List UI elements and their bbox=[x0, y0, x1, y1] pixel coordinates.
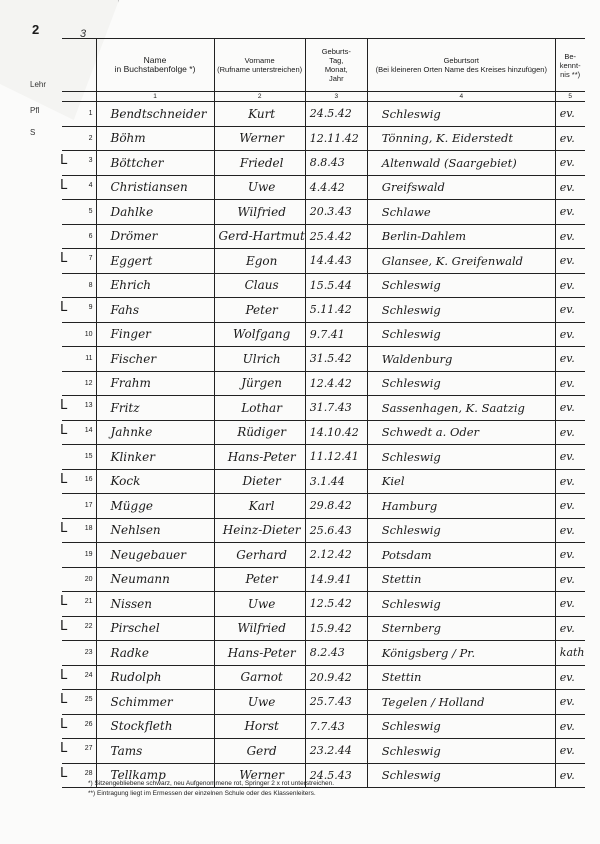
row-number bbox=[62, 151, 96, 176]
table-row bbox=[62, 739, 585, 764]
row-number-label: 4 bbox=[88, 181, 93, 189]
row-number-label: 16 bbox=[84, 475, 93, 483]
table-row bbox=[62, 518, 585, 543]
row-number bbox=[62, 543, 96, 568]
first-name-cell: Uwe bbox=[214, 175, 305, 200]
birth-date-cell: 14.9.41 bbox=[305, 567, 367, 592]
row-number bbox=[62, 175, 96, 200]
birth-date-cell: 31.7.43 bbox=[305, 396, 367, 421]
birth-date-cell: 8.8.43 bbox=[305, 151, 367, 176]
first-name-cell: Uwe bbox=[214, 690, 305, 715]
row-number-label: 3 bbox=[88, 157, 93, 165]
surname-cell: Nehlsen bbox=[96, 518, 214, 543]
table-row bbox=[62, 592, 585, 617]
table-row bbox=[62, 347, 585, 372]
row-number bbox=[62, 322, 96, 347]
row-number bbox=[62, 567, 96, 592]
birth-date-cell: 25.7.43 bbox=[305, 690, 367, 715]
first-name-cell: Kurt bbox=[214, 102, 305, 127]
confession-cell: ev. bbox=[555, 347, 584, 372]
transfer-mark: L bbox=[60, 153, 68, 169]
row-number-label: 11 bbox=[85, 355, 93, 363]
first-name-cell: Karl bbox=[214, 494, 305, 519]
column-number: 2 bbox=[214, 92, 305, 102]
row-number bbox=[62, 420, 96, 445]
first-name-cell: Peter bbox=[214, 567, 305, 592]
table-row bbox=[62, 665, 585, 690]
pupil-register-table bbox=[62, 38, 585, 788]
row-number-label: 27 bbox=[84, 745, 93, 753]
birth-place-cell: Glansee, K. Greifenwald bbox=[367, 249, 555, 274]
row-number-label: 25 bbox=[84, 696, 93, 704]
confession-cell: ev. bbox=[555, 763, 584, 788]
header-row bbox=[62, 39, 585, 92]
table-row bbox=[62, 714, 585, 739]
confession-cell: ev. bbox=[555, 224, 584, 249]
birth-place-cell: Schleswig bbox=[367, 592, 555, 617]
first-name-cell: Wilfried bbox=[214, 200, 305, 225]
birth-place-cell: Greifswald bbox=[367, 175, 555, 200]
birth-date-cell: 25.4.42 bbox=[305, 224, 367, 249]
birth-date-cell: 20.9.42 bbox=[305, 665, 367, 690]
row-number-label: 20 bbox=[84, 575, 93, 583]
side-label-pfl: Pfl bbox=[30, 106, 40, 115]
birth-date-cell: 24.5.42 bbox=[305, 102, 367, 127]
row-number-label: 28 bbox=[84, 769, 93, 777]
table-row bbox=[62, 641, 585, 666]
row-number bbox=[62, 396, 96, 421]
confession-cell: ev. bbox=[555, 567, 584, 592]
surname-cell: Radke bbox=[96, 641, 214, 666]
confession-cell: ev. bbox=[555, 126, 584, 151]
confession-cell: ev. bbox=[555, 371, 584, 396]
row-number-label: 5 bbox=[88, 208, 93, 216]
row-number-label: 14 bbox=[84, 426, 93, 434]
birth-place-cell: Schleswig bbox=[367, 298, 555, 323]
row-number-label: 24 bbox=[84, 671, 93, 679]
side-label-s: S bbox=[30, 128, 36, 137]
row-number bbox=[62, 616, 96, 641]
row-number-label: 9 bbox=[88, 304, 93, 312]
row-number-label: 22 bbox=[84, 622, 93, 630]
birth-date-cell: 15.5.44 bbox=[305, 273, 367, 298]
birth-date-cell: 15.9.42 bbox=[305, 616, 367, 641]
transfer-mark: L bbox=[60, 398, 68, 414]
birth-date-cell: 11.12.41 bbox=[305, 445, 367, 470]
surname-cell: Bendtschneider bbox=[96, 102, 214, 127]
birth-place-cell: Schlawe bbox=[367, 200, 555, 225]
confession-cell: ev. bbox=[555, 322, 584, 347]
row-number-label: 21 bbox=[84, 598, 93, 606]
surname-cell: Mügge bbox=[96, 494, 214, 519]
birth-place-cell: Schleswig bbox=[367, 739, 555, 764]
first-name-cell: Heinz-Dieter bbox=[214, 518, 305, 543]
birth-place-cell: Schwedt a. Oder bbox=[367, 420, 555, 445]
first-name-cell: Gerd bbox=[214, 739, 305, 764]
surname-cell: Tellkamp bbox=[96, 763, 214, 788]
birth-place-cell: Potsdam bbox=[367, 543, 555, 568]
row-number bbox=[62, 126, 96, 151]
table-row bbox=[62, 690, 585, 715]
header-geburtsort: Geburtsort (Bei kleineren Orten Name des Kreises hinzufügen) bbox=[367, 39, 555, 92]
table-row bbox=[62, 494, 585, 519]
row-number-label: 12 bbox=[84, 379, 93, 387]
first-name-cell: Garnot bbox=[214, 665, 305, 690]
birth-place-cell: Schleswig bbox=[367, 714, 555, 739]
birth-date-cell: 14.4.43 bbox=[305, 249, 367, 274]
row-number bbox=[62, 494, 96, 519]
first-name-cell: Horst bbox=[214, 714, 305, 739]
header-nr bbox=[62, 39, 96, 92]
birth-date-cell: 12.5.42 bbox=[305, 592, 367, 617]
confession-cell: ev. bbox=[555, 518, 584, 543]
row-number-label: 1 bbox=[88, 110, 93, 118]
surname-cell: Drömer bbox=[96, 224, 214, 249]
transfer-mark: L bbox=[60, 471, 68, 487]
confession-cell: ev. bbox=[555, 420, 584, 445]
page-number: 2 bbox=[32, 22, 40, 37]
row-number bbox=[62, 445, 96, 470]
birth-place-cell: Schleswig bbox=[367, 445, 555, 470]
birth-date-cell: 29.8.42 bbox=[305, 494, 367, 519]
surname-cell: Eggert bbox=[96, 249, 214, 274]
birth-date-cell: 25.6.43 bbox=[305, 518, 367, 543]
birth-place-cell: Tegelen / Holland bbox=[367, 690, 555, 715]
column-number: 4 bbox=[367, 92, 555, 102]
surname-cell: Jahnke bbox=[96, 420, 214, 445]
confession-cell: ev. bbox=[555, 175, 584, 200]
birth-place-cell: Schleswig bbox=[367, 273, 555, 298]
surname-cell: Pirschel bbox=[96, 616, 214, 641]
confession-cell: ev. bbox=[555, 298, 584, 323]
row-number bbox=[62, 739, 96, 764]
confession-cell: ev. bbox=[555, 665, 584, 690]
surname-cell: Fischer bbox=[96, 347, 214, 372]
birth-date-cell: 14.10.42 bbox=[305, 420, 367, 445]
first-name-cell: Peter bbox=[214, 298, 305, 323]
row-number-label: 2 bbox=[88, 134, 93, 142]
row-number bbox=[62, 249, 96, 274]
transfer-mark: L bbox=[60, 618, 68, 634]
column-number: 5 bbox=[555, 92, 584, 102]
table-row bbox=[62, 273, 585, 298]
birth-place-cell: Hamburg bbox=[367, 494, 555, 519]
first-name-cell: Lothar bbox=[214, 396, 305, 421]
row-number bbox=[62, 641, 96, 666]
table-row bbox=[62, 151, 585, 176]
side-label-lehr: Lehr bbox=[30, 80, 47, 89]
header-name: Name in Buchstabenfolge *) bbox=[96, 39, 214, 92]
transfer-mark: L bbox=[60, 741, 68, 757]
birth-date-cell: 12.4.42 bbox=[305, 371, 367, 396]
table-row bbox=[62, 126, 585, 151]
header-geburtstag: Geburts- Tag, Monat, Jahr bbox=[305, 39, 367, 92]
first-name-cell: Wilfried bbox=[214, 616, 305, 641]
transfer-mark: L bbox=[60, 251, 68, 267]
birth-place-cell: Stettin bbox=[367, 665, 555, 690]
transfer-mark: L bbox=[60, 667, 68, 683]
footnote-2: **) Eintragung liegt im Ermessen der einzelnen Schule oder des Klassenleiters. bbox=[88, 790, 316, 797]
birth-date-cell: 23.2.44 bbox=[305, 739, 367, 764]
row-number-label: 13 bbox=[84, 402, 93, 410]
birth-place-cell: Kiel bbox=[367, 469, 555, 494]
confession-cell: ev. bbox=[555, 592, 584, 617]
row-number bbox=[62, 298, 96, 323]
confession-cell: ev. bbox=[555, 200, 584, 225]
row-number-label: 15 bbox=[84, 453, 93, 461]
first-name-cell: Claus bbox=[214, 273, 305, 298]
birth-date-cell: 9.7.41 bbox=[305, 322, 367, 347]
first-name-cell: Jürgen bbox=[214, 371, 305, 396]
table-row bbox=[62, 322, 585, 347]
surname-cell: Christiansen bbox=[96, 175, 214, 200]
first-name-cell: Werner bbox=[214, 763, 305, 788]
confession-cell: ev. bbox=[555, 494, 584, 519]
surname-cell: Neumann bbox=[96, 567, 214, 592]
row-number bbox=[62, 518, 96, 543]
birth-date-cell: 8.2.43 bbox=[305, 641, 367, 666]
birth-place-cell: Schleswig bbox=[367, 763, 555, 788]
surname-cell: Dahlke bbox=[96, 200, 214, 225]
surname-cell: Kock bbox=[96, 469, 214, 494]
birth-date-cell: 24.5.43 bbox=[305, 763, 367, 788]
row-number bbox=[62, 224, 96, 249]
table-row bbox=[62, 200, 585, 225]
next-page-number: 3 bbox=[80, 28, 87, 40]
table-row bbox=[62, 420, 585, 445]
column-number: 1 bbox=[96, 92, 214, 102]
confession-cell: ev. bbox=[555, 445, 584, 470]
row-number-label: 23 bbox=[84, 649, 93, 657]
footnote-1: *) Sitzengebliebene schwarz, neu Aufgenommene rot, Springer 2 x rot unterstreichen. bbox=[88, 780, 335, 787]
row-number-label: 26 bbox=[84, 720, 93, 728]
confession-cell: ev. bbox=[555, 151, 584, 176]
confession-cell: ev. bbox=[555, 690, 584, 715]
birth-place-cell: Schleswig bbox=[367, 322, 555, 347]
row-number-label: 19 bbox=[84, 551, 93, 559]
table-row bbox=[62, 543, 585, 568]
birth-date-cell: 20.3.43 bbox=[305, 200, 367, 225]
transfer-mark: L bbox=[60, 765, 68, 781]
birth-date-cell: 12.11.42 bbox=[305, 126, 367, 151]
row-number-label: 7 bbox=[88, 255, 93, 263]
surname-cell: Böhm bbox=[96, 126, 214, 151]
surname-cell: Rudolph bbox=[96, 665, 214, 690]
first-name-cell: Hans-Peter bbox=[214, 641, 305, 666]
birth-place-cell: Stettin bbox=[367, 567, 555, 592]
table-row bbox=[62, 298, 585, 323]
surname-cell: Fritz bbox=[96, 396, 214, 421]
first-name-cell: Egon bbox=[214, 249, 305, 274]
first-name-cell: Friedel bbox=[214, 151, 305, 176]
surname-cell: Frahm bbox=[96, 371, 214, 396]
table-row bbox=[62, 371, 585, 396]
table-row bbox=[62, 616, 585, 641]
confession-cell: ev. bbox=[555, 739, 584, 764]
surname-cell: Schimmer bbox=[96, 690, 214, 715]
surname-cell: Nissen bbox=[96, 592, 214, 617]
row-number bbox=[62, 665, 96, 690]
transfer-mark: L bbox=[60, 520, 68, 536]
birth-place-cell: Sternberg bbox=[367, 616, 555, 641]
table-row bbox=[62, 469, 585, 494]
birth-place-cell: Schleswig bbox=[367, 371, 555, 396]
header-bekenntnis: Be- kennt- nis **) bbox=[555, 39, 584, 92]
birth-date-cell: 7.7.43 bbox=[305, 714, 367, 739]
surname-cell: Finger bbox=[96, 322, 214, 347]
confession-cell: ev. bbox=[555, 102, 584, 127]
birth-place-cell: Waldenburg bbox=[367, 347, 555, 372]
birth-place-cell: Königsberg / Pr. bbox=[367, 641, 555, 666]
table-row bbox=[62, 396, 585, 421]
birth-place-cell: Sassenhagen, K. Saatzig bbox=[367, 396, 555, 421]
transfer-mark: L bbox=[60, 422, 68, 438]
confession-cell: kath bbox=[555, 641, 584, 666]
surname-cell: Böttcher bbox=[96, 151, 214, 176]
table-row bbox=[62, 175, 585, 200]
first-name-cell: Ulrich bbox=[214, 347, 305, 372]
row-number bbox=[62, 347, 96, 372]
table-row bbox=[62, 445, 585, 470]
first-name-cell: Wolfgang bbox=[214, 322, 305, 347]
birth-date-cell: 5.11.42 bbox=[305, 298, 367, 323]
first-name-cell: Gerhard bbox=[214, 543, 305, 568]
birth-place-cell: Tönning, K. Eiderstedt bbox=[367, 126, 555, 151]
confession-cell: ev. bbox=[555, 469, 584, 494]
confession-cell: ev. bbox=[555, 714, 584, 739]
birth-date-cell: 4.4.42 bbox=[305, 175, 367, 200]
row-number bbox=[62, 200, 96, 225]
birth-place-cell: Schleswig bbox=[367, 102, 555, 127]
surname-cell: Stockfleth bbox=[96, 714, 214, 739]
transfer-mark: L bbox=[60, 594, 68, 610]
surname-cell: Klinker bbox=[96, 445, 214, 470]
row-number bbox=[62, 592, 96, 617]
table-row bbox=[62, 567, 585, 592]
birth-place-cell: Altenwald (Saargebiet) bbox=[367, 151, 555, 176]
birth-place-cell: Berlin-Dahlem bbox=[367, 224, 555, 249]
table-row bbox=[62, 224, 585, 249]
row-number-label: 18 bbox=[84, 524, 93, 532]
first-name-cell: Uwe bbox=[214, 592, 305, 617]
row-number-label: 10 bbox=[84, 330, 93, 338]
confession-cell: ev. bbox=[555, 616, 584, 641]
surname-cell: Ehrich bbox=[96, 273, 214, 298]
transfer-mark: L bbox=[60, 716, 68, 732]
transfer-mark: L bbox=[60, 300, 68, 316]
row-number bbox=[62, 690, 96, 715]
surname-cell: Fahs bbox=[96, 298, 214, 323]
table-row bbox=[62, 102, 585, 127]
transfer-mark: L bbox=[60, 692, 68, 708]
first-name-cell: Rüdiger bbox=[214, 420, 305, 445]
first-name-cell: Gerd-Hartmut bbox=[214, 224, 305, 249]
column-number: 3 bbox=[305, 92, 367, 102]
transfer-mark: L bbox=[60, 177, 68, 193]
confession-cell: ev. bbox=[555, 249, 584, 274]
row-number bbox=[62, 371, 96, 396]
row-number bbox=[62, 102, 96, 127]
header-vorname: Vorname (Rufname unterstreichen) bbox=[214, 39, 305, 92]
row-number-label: 8 bbox=[88, 281, 93, 289]
row-number-label: 17 bbox=[84, 502, 93, 510]
first-name-cell: Dieter bbox=[214, 469, 305, 494]
birth-date-cell: 3.1.44 bbox=[305, 469, 367, 494]
birth-date-cell: 2.12.42 bbox=[305, 543, 367, 568]
first-name-cell: Hans-Peter bbox=[214, 445, 305, 470]
row-number bbox=[62, 714, 96, 739]
birth-date-cell: 31.5.42 bbox=[305, 347, 367, 372]
birth-place-cell: Schleswig bbox=[367, 518, 555, 543]
confession-cell: ev. bbox=[555, 273, 584, 298]
confession-cell: ev. bbox=[555, 396, 584, 421]
confession-cell: ev. bbox=[555, 543, 584, 568]
column-number-row bbox=[62, 92, 585, 102]
row-number bbox=[62, 469, 96, 494]
row-number-label: 6 bbox=[88, 232, 93, 240]
surname-cell: Neugebauer bbox=[96, 543, 214, 568]
surname-cell: Tams bbox=[96, 739, 214, 764]
table-row bbox=[62, 249, 585, 274]
first-name-cell: Werner bbox=[214, 126, 305, 151]
row-number bbox=[62, 273, 96, 298]
